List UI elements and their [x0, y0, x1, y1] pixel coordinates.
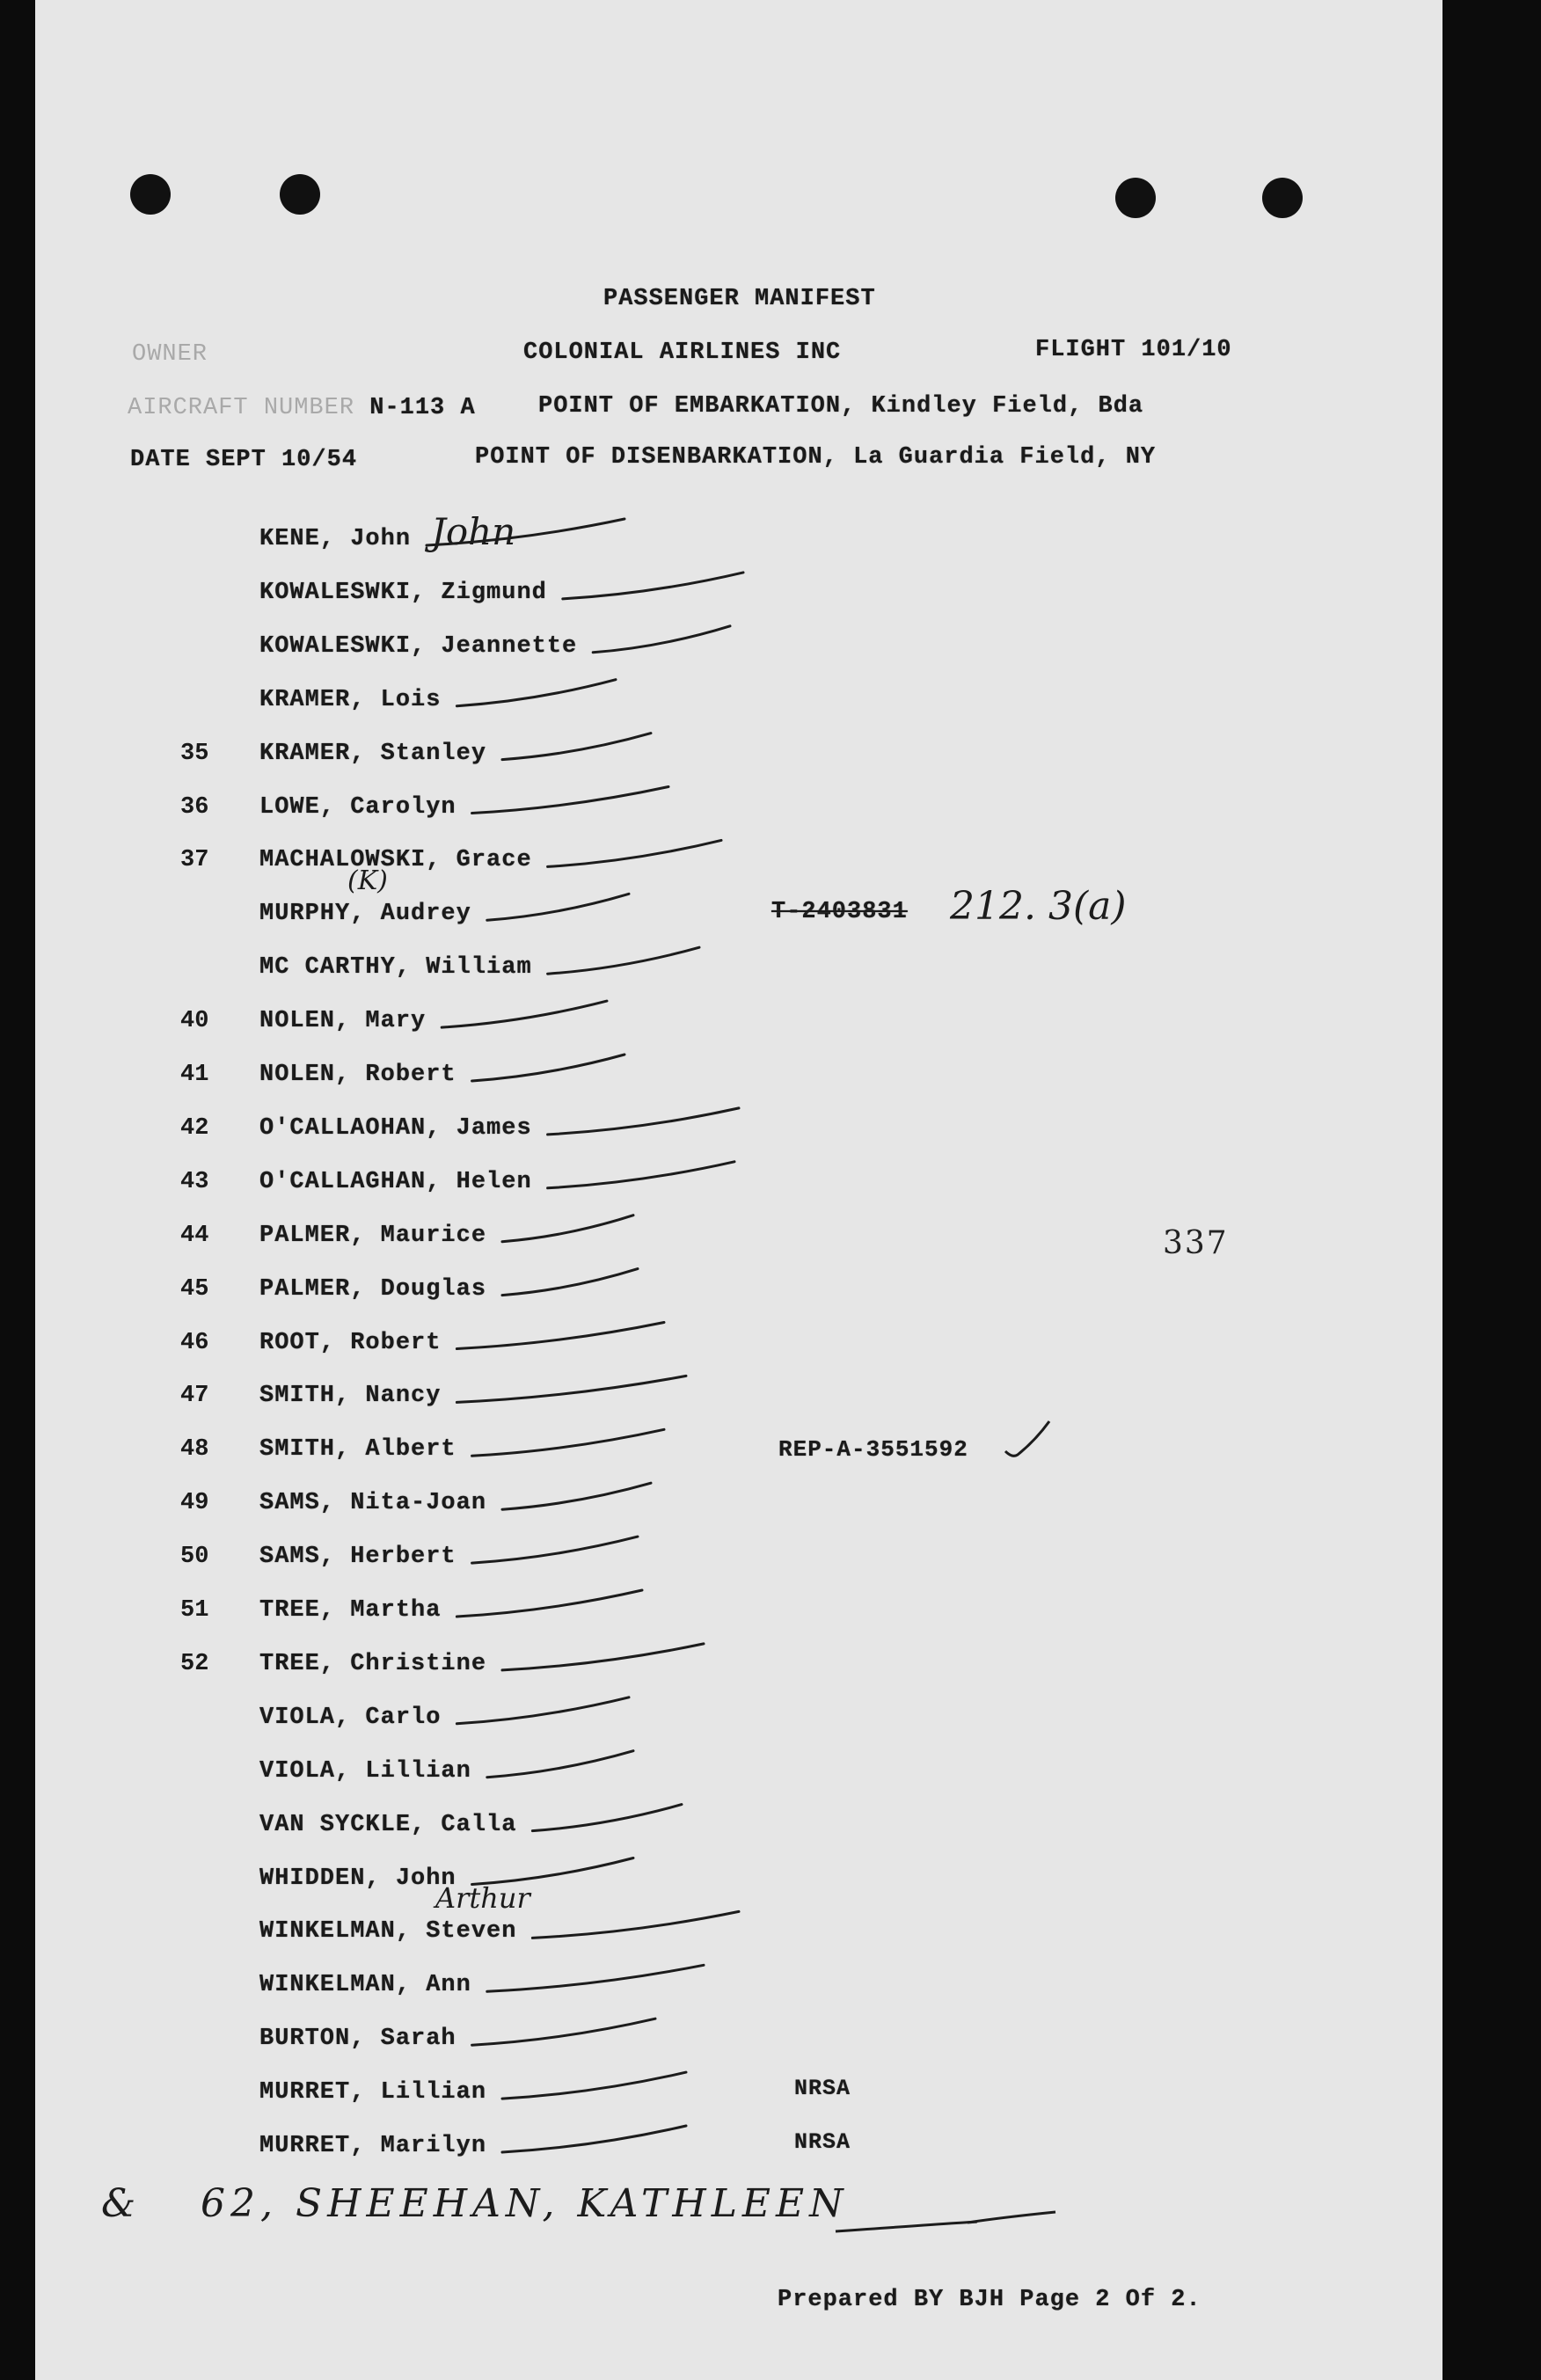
passenger-name: PALMER, Douglas — [259, 1275, 487, 1303]
passenger-number: 35 — [180, 740, 209, 767]
passenger-number: 44 — [180, 1222, 209, 1249]
passenger-name: VAN SYCKLE, Calla — [259, 1811, 517, 1838]
tick-line — [548, 1162, 734, 1188]
passenger-name: NOLEN, Mary — [259, 1008, 427, 1035]
handwritten-correction: John — [431, 510, 516, 553]
passenger-number: 50 — [180, 1544, 209, 1571]
passenger-name: MURRET, Marilyn — [259, 2133, 487, 2159]
passenger-name: SAMS, Herbert — [259, 1544, 456, 1571]
passenger-number: 46 — [180, 1329, 209, 1356]
manifest-date: DATE SEPT 10/54 — [130, 447, 358, 473]
tick-line — [593, 626, 730, 653]
tick-line — [532, 1911, 739, 1938]
tick-line — [456, 680, 616, 706]
passenger-name: SAMS, Nita-Joan — [259, 1490, 487, 1517]
tick-line — [487, 1751, 633, 1778]
passenger-name: BURTON, Sarah — [259, 2026, 456, 2053]
passenger-name: VIOLA, Carlo — [259, 1704, 442, 1731]
passenger-note: NRSA — [794, 2076, 851, 2102]
passenger-number: 40 — [180, 1008, 209, 1035]
tick-line — [502, 2072, 686, 2099]
passenger-number: 47 — [180, 1383, 209, 1410]
passenger-note: NRSA — [794, 2129, 851, 2155]
handwritten-correction: (K) — [347, 865, 388, 897]
side-number: 337 — [1163, 1225, 1229, 1261]
passenger-number: 49 — [180, 1490, 209, 1517]
passenger-name: WHIDDEN, John — [259, 1865, 456, 1892]
tick-line — [472, 1055, 624, 1081]
passenger-number: 41 — [180, 1062, 209, 1088]
tick-line — [548, 947, 699, 974]
handwritten-correction: Arthur — [435, 1881, 530, 1916]
handwritten-code: 212. 3(a) — [950, 884, 1127, 929]
tick-line — [548, 840, 721, 866]
passenger-name: TREE, Christine — [259, 1650, 487, 1677]
prepared-by: Prepared BY BJH Page 2 Of 2. — [778, 2287, 1201, 2313]
passenger-name: WINKELMAN, Steven — [259, 1918, 517, 1946]
passenger-name: KOWALESWKI, Jeannette — [259, 632, 578, 660]
tick-line — [502, 1269, 638, 1296]
tick-line — [456, 1323, 664, 1349]
passenger-name: KENE, John — [259, 526, 412, 552]
tick-line — [442, 1001, 607, 1027]
passenger-number: 45 — [180, 1275, 209, 1303]
tick-line — [548, 1108, 739, 1135]
flight-number: FLIGHT 101/10 — [1035, 337, 1232, 363]
added-handwritten-entry: 62, SHEEHAN, KATHLEEN — [201, 2181, 849, 2226]
passenger-name: MURRET, Lillian — [259, 2079, 487, 2106]
passenger-number: 42 — [180, 1114, 209, 1142]
passenger-name: VIOLA, Lillian — [259, 1757, 471, 1785]
passenger-name: KRAMER, Lois — [259, 686, 442, 713]
tick-line — [532, 1805, 682, 1831]
passenger-number: 36 — [180, 793, 209, 821]
check-mark — [1005, 1421, 1049, 1456]
passenger-name: PALMER, Maurice — [259, 1222, 487, 1249]
page-title: PASSENGER MANIFEST — [603, 286, 876, 312]
tick-line — [472, 787, 668, 814]
tick-line — [456, 1376, 686, 1402]
passenger-name: LOWE, Carolyn — [259, 793, 456, 821]
passenger-name: TREE, Martha — [259, 1597, 442, 1624]
owner-label: OWNER — [132, 341, 208, 368]
tick-line — [472, 1858, 633, 1885]
tick-line — [487, 894, 629, 920]
tick-line — [502, 2126, 686, 2152]
tick-line — [472, 1429, 664, 1456]
tick-line — [456, 1697, 629, 1724]
passenger-name: WINKELMAN, Ann — [259, 1972, 471, 1999]
passenger-name: SMITH, Albert — [259, 1436, 456, 1464]
passenger-name: ROOT, Robert — [259, 1329, 442, 1356]
passenger-name: MC CARTHY, William — [259, 954, 532, 982]
tick-line — [456, 1590, 642, 1617]
tick-line — [502, 1216, 633, 1242]
aircraft-label-text: AIRCRAFT NUMBER — [128, 395, 355, 421]
passenger-number: 48 — [180, 1436, 209, 1464]
passenger-name: KOWALESWKI, Zigmund — [259, 579, 547, 606]
tick-line — [472, 2019, 655, 2045]
aircraft-number: N-113 A — [369, 395, 476, 421]
passenger-name: SMITH, Nancy — [259, 1383, 442, 1410]
passenger-name: O'CALLAOHAN, James — [259, 1114, 532, 1142]
passenger-name: MACHALOWSKI, Grace — [259, 847, 532, 874]
passenger-name: O'CALLAGHAN, Helen — [259, 1168, 532, 1195]
passenger-name: NOLEN, Robert — [259, 1062, 456, 1088]
passenger-name: MURPHY, Audrey — [259, 901, 471, 928]
reference-number: REP-A-3551592 — [778, 1436, 968, 1463]
tick-line — [502, 1644, 704, 1670]
tick-line — [472, 1537, 638, 1563]
airline-name: COLONIAL AIRLINES INC — [523, 339, 842, 366]
passenger-number: 52 — [180, 1650, 209, 1677]
tick-line — [502, 734, 651, 760]
tick-line — [487, 1965, 704, 1991]
tick-line — [427, 519, 624, 545]
added-entry-ampersand: & — [101, 2181, 136, 2226]
passenger-number: 43 — [180, 1168, 209, 1195]
entry-underline — [836, 2212, 1055, 2231]
tick-line — [563, 573, 743, 599]
tick-line — [502, 1483, 651, 1509]
passenger-number: 37 — [180, 847, 209, 874]
embarkation: POINT OF EMBARKATION, Kindley Field, Bda — [538, 393, 1144, 420]
disembarkation: POINT OF DISENBARKATION, La Guardia Field, NY — [475, 444, 1157, 471]
struck-number: T-2403831 — [771, 899, 908, 925]
passenger-name: KRAMER, Stanley — [259, 740, 487, 767]
passenger-number: 51 — [180, 1597, 209, 1624]
